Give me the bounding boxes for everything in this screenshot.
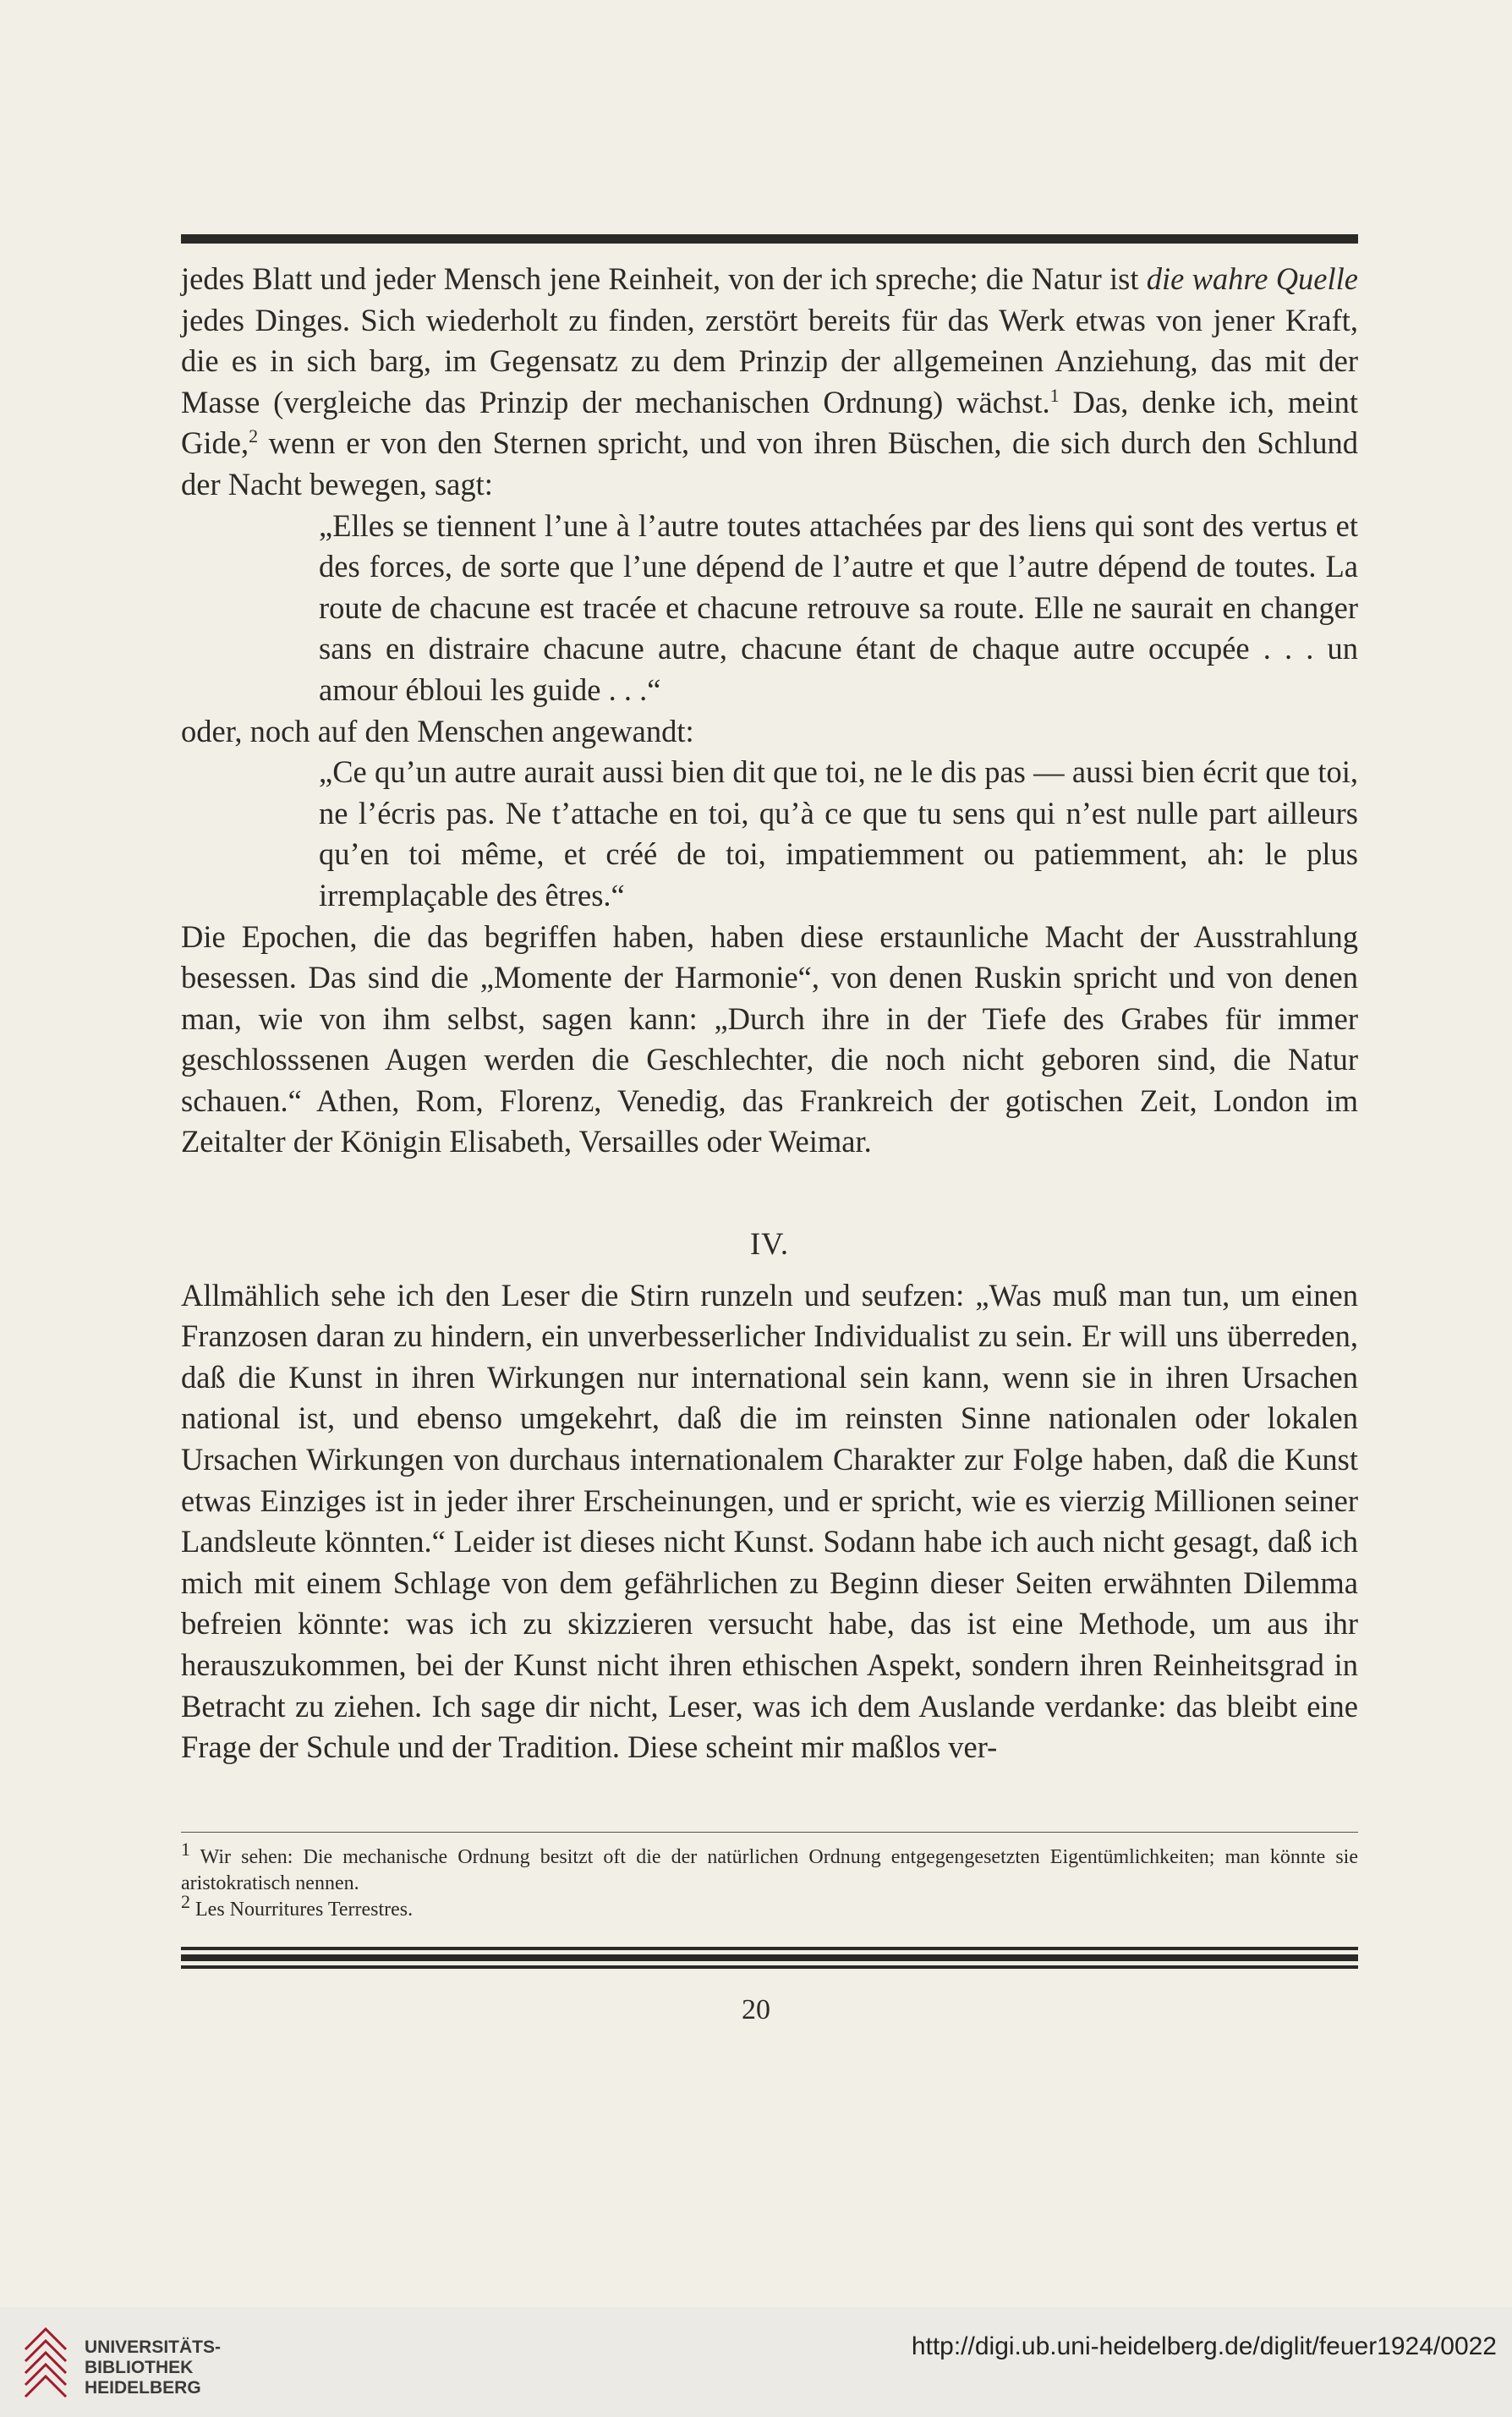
footnote-2 xyxy=(181,1891,1358,1923)
footnote-ref-2[interactable]: 2 xyxy=(249,425,259,447)
bottom-rule-thick xyxy=(181,1954,1358,1961)
footnote-1-text: Wir sehen: Die mechanische Ordnung besitzt oft die der natürlichen Ordnung entgegengesetzten Eigentümlichkeiten; man könnte sie aristokratisch nennen. xyxy=(181,1846,1358,1894)
paragraph-1-part-c: Das, denke ich, meint Gide, xyxy=(181,384,1358,461)
top-rule xyxy=(181,234,1358,244)
paragraph-1 xyxy=(181,259,1358,506)
library-name-line-1: UNIVERSITÄTS- xyxy=(85,2338,222,2357)
library-footer xyxy=(0,2307,1512,2417)
footnote-2-text: Les Nourritures Terrestres. xyxy=(190,1899,414,1921)
paragraph-1-part-a: jedes Blatt und jeder Mensch jene Reinheit, von der ich spreche; die Natur ist xyxy=(181,261,1147,296)
library-name-line-3: HEIDELBERG xyxy=(85,2378,201,2398)
body-text xyxy=(181,259,1358,1768)
paragraph-1-part-d: wenn er von den Sternen spricht, und von ihren Büschen, die sich durch den Schlund der Nacht bewegen, sagt: xyxy=(181,425,1358,501)
footnote-ref-1[interactable]: 1 xyxy=(1049,384,1060,406)
section-heading: IV. xyxy=(750,1226,789,1262)
bottom-rule-thin-top xyxy=(181,1947,1358,1950)
library-name xyxy=(85,2338,221,2398)
page-number: 20 xyxy=(742,1994,770,2025)
footnote-1 xyxy=(181,1839,1358,1897)
bottom-rules xyxy=(181,1947,1358,1969)
bottom-rule-thin-bottom xyxy=(181,1965,1358,1969)
source-url-link[interactable]: http://digi.ub.uni-heidelberg.de/diglit/feuer1924/0022 xyxy=(911,2332,1497,2360)
paragraph-1-part-b: jedes Dinges. Sich wiederholt zu finden, zerstört bereits für das Werk etwas von jener Kraft, die es in sich barg, im Gegensatz zu dem Prinzip der allgemeinen Anziehung, das mit der Masse (vergleiche das Prinzip der mechanischen Ordnung) wächst. xyxy=(181,302,1358,419)
library-name-line-2: BIBLIOTHEK xyxy=(85,2358,194,2377)
block-quote-2: „Ce qu’un autre aurait aussi bien dit que toi, ne le dis pas — aussi bien écrit que toi, ne l’écris pas. Ne t’attache en toi, qu’à ce que tu sens qui n’est nulle part ailleurs qu’en toi même, et créé de toi, impatiemment ou patiemment, ah: le plus irremplaçable des êtres.“ xyxy=(319,754,1358,913)
library-logo-icon xyxy=(20,2324,73,2402)
block-quote-1: „Elles se tiennent l’une à l’autre toutes attachées par des liens qui sont des vertus et des forces, de sorte que l’une dépend de l’autre et que l’autre dépend de toutes. La route de chacune est tracée et chacune retrouve sa route. Elle ne saurait en changer sans en distraire chacune autre, chacune étant de chaque autre occupée . . . un amour ébloui les guide . . .“ xyxy=(319,507,1358,707)
paragraph-2: Die Epochen, die das begriffen haben, haben diese erstaunliche Macht der Ausstrahlung besessen. Das sind die „Momente der Harmonie“, von denen Ruskin spricht und von denen man, wie von ihm selbst, sagen kann: „Durch ihre in der Tiefe des Grabes für immer geschlosssenen Augen werden die Geschlechter, die noch nicht geboren sind, die Natur schauen.“ Athen, Rom, Florenz, Venedig, das Frankreich der gotischen Zeit, London im Zeitalter der Königin Elisabeth, Versailles oder Weimar. xyxy=(181,918,1358,1159)
paragraph-3: Allmählich sehe ich den Leser die Stirn runzeln und seufzen: „Was muß man tun, um einen Franzosen daran zu hindern, ein unverbesserlicher Individualist zu sein. Er will uns überreden, daß die Kunst in ihren Wirkungen nur international sein kann, wenn sie in ihren Ursachen national ist, und ebenso umgekehrt, daß die im reinsten Sinne nationalen oder lokalen Ursachen Wirkungen von durchaus internationalem Charakter zur Folge haben, daß die Kunst etwas Einziges ist in jeder ihrer Erscheinungen, und er spricht, wie es vierzig Millionen seiner Landsleute könnten.“ Leider ist dieses nicht Kunst. Sodann habe ich auch nicht gesagt, daß ich mich mit einem Schlage von dem gefährlichen zu Beginn dieser Seiten erwähnten Dilemma befreien könnte: was ich zu skizzieren versucht habe, das ist eine Methode, um aus ihr herauszukommen, bei der Kunst nicht ihren ethischen Aspekt, sondern ihren Reinheitsgrad in Betracht zu ziehen. Ich sage dir nicht, Leser, was ich dem Auslande verdanke: das bleibt eine Frage der Schule und der Tradition. Diese scheint mir maßlos ver- xyxy=(181,1277,1358,1765)
footnote-1-mark: 1 xyxy=(181,1839,190,1860)
footnote-2-mark: 2 xyxy=(181,1891,190,1912)
italic-phrase: die wahre Quelle xyxy=(1146,261,1358,296)
footnotes xyxy=(181,1832,1358,1923)
bridge-line: oder, noch auf den Menschen angewandt: xyxy=(181,713,694,748)
